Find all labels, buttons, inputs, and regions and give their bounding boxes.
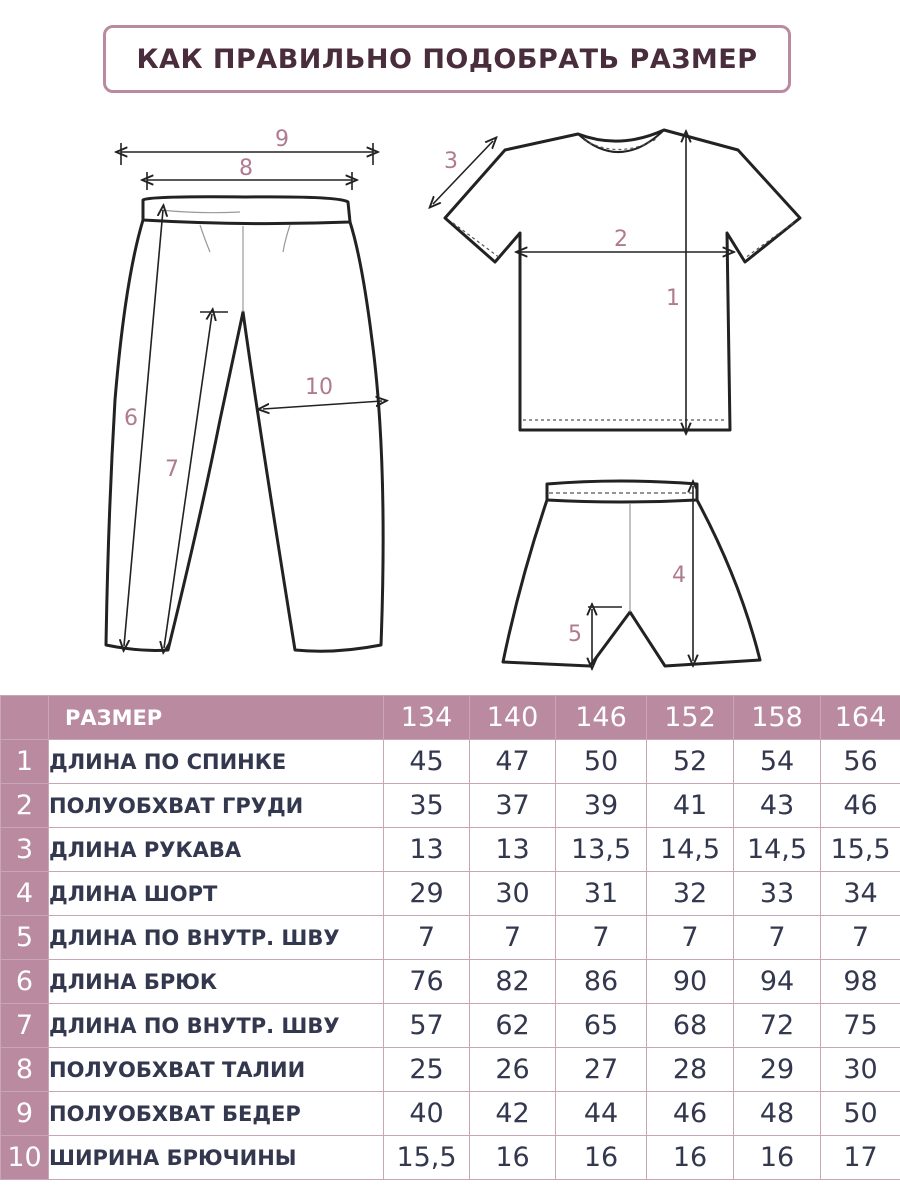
measurement-value: 33 [734, 872, 821, 916]
title-box [103, 25, 791, 93]
measure-label-6: 6 [124, 406, 138, 431]
measurement-value: 7 [647, 916, 734, 960]
table-row [1, 828, 900, 872]
measurement-value: 15,5 [821, 828, 900, 872]
measurement-value: 42 [470, 1092, 556, 1136]
measurement-value: 17 [821, 1136, 900, 1180]
table-row [1, 740, 900, 784]
measurement-value: 48 [734, 1092, 821, 1136]
table-row [1, 1136, 900, 1180]
measurement-value: 41 [647, 784, 734, 828]
measurement-name: ДЛИНА ПО ВНУТР. ШВУ [49, 916, 384, 960]
measurement-value: 44 [556, 1092, 647, 1136]
measurement-value: 14,5 [734, 828, 821, 872]
size-header-label: РАЗМЕР [49, 696, 384, 740]
measurement-value: 90 [647, 960, 734, 1004]
table-row [1, 784, 900, 828]
table-row [1, 960, 900, 1004]
measurement-value: 94 [734, 960, 821, 1004]
measurement-value: 50 [556, 740, 647, 784]
measurement-name: ДЛИНА БРЮК [49, 960, 384, 1004]
measurement-value: 30 [821, 1048, 900, 1092]
measurement-value: 29 [734, 1048, 821, 1092]
measurement-value: 28 [647, 1048, 734, 1092]
measure-label-2: 2 [614, 227, 628, 252]
row-number: 4 [1, 872, 49, 916]
row-number: 8 [1, 1048, 49, 1092]
measurement-name: ПОЛУОБХВАТ БЕДЕР [49, 1092, 384, 1136]
measurement-value: 65 [556, 1004, 647, 1048]
garment-diagram [0, 110, 900, 690]
measure-label-7: 7 [165, 457, 179, 482]
measurement-value: 98 [821, 960, 900, 1004]
measurement-value: 37 [470, 784, 556, 828]
measure-label-5: 5 [568, 622, 582, 647]
measurement-value: 68 [647, 1004, 734, 1048]
header-corner [1, 696, 49, 740]
measurement-value: 26 [470, 1048, 556, 1092]
row-number: 10 [1, 1136, 49, 1180]
measurement-value: 31 [556, 872, 647, 916]
row-number: 2 [1, 784, 49, 828]
measurement-value: 39 [556, 784, 647, 828]
tshirt-drawing [445, 130, 800, 430]
measurement-value: 32 [647, 872, 734, 916]
measure-label-10: 10 [305, 375, 333, 400]
table-row [1, 1004, 900, 1048]
row-number: 3 [1, 828, 49, 872]
measurement-name: ДЛИНА ШОРТ [49, 872, 384, 916]
size-header-row [1, 696, 900, 740]
measure-label-8: 8 [239, 156, 253, 181]
size-col-header: 158 [734, 696, 821, 740]
measurement-value: 56 [821, 740, 900, 784]
measurement-name: ПОЛУОБХВАТ ТАЛИИ [49, 1048, 384, 1092]
measurement-value: 13,5 [556, 828, 647, 872]
table-row [1, 1092, 900, 1136]
measurement-name: ДЛИНА ПО ВНУТР. ШВУ [49, 1004, 384, 1048]
measurement-value: 34 [821, 872, 900, 916]
measurement-value: 57 [384, 1004, 470, 1048]
measurement-value: 46 [647, 1092, 734, 1136]
measurement-value: 16 [734, 1136, 821, 1180]
measurement-value: 25 [384, 1048, 470, 1092]
measurement-value: 16 [647, 1136, 734, 1180]
measurement-value: 52 [647, 740, 734, 784]
measurement-value: 43 [734, 784, 821, 828]
measurement-name: ДЛИНА ПО СПИНКЕ [49, 740, 384, 784]
measurement-value: 75 [821, 1004, 900, 1048]
pants-measure-lines [121, 143, 382, 648]
measurement-name: ШИРИНА БРЮЧИНЫ [49, 1136, 384, 1180]
measurement-name: ДЛИНА РУКАВА [49, 828, 384, 872]
size-col-header: 140 [470, 696, 556, 740]
measurement-value: 47 [470, 740, 556, 784]
page-title: КАК ПРАВИЛЬНО ПОДОБРАТЬ РАЗМЕР [136, 43, 758, 75]
row-number: 5 [1, 916, 49, 960]
measurement-value: 54 [734, 740, 821, 784]
size-table [0, 695, 900, 1180]
table-row [1, 1048, 900, 1092]
measure-label-3: 3 [444, 149, 458, 174]
measurement-value: 7 [821, 916, 900, 960]
measurement-value: 27 [556, 1048, 647, 1092]
measurement-value: 16 [556, 1136, 647, 1180]
measurement-value: 86 [556, 960, 647, 1004]
measurement-value: 13 [384, 828, 470, 872]
measurement-value: 40 [384, 1092, 470, 1136]
shorts-drawing [503, 481, 760, 666]
measurement-value: 15,5 [384, 1136, 470, 1180]
measurement-value: 7 [384, 916, 470, 960]
size-col-header: 164 [821, 696, 900, 740]
measurement-value: 76 [384, 960, 470, 1004]
measurement-value: 35 [384, 784, 470, 828]
measurement-value: 62 [470, 1004, 556, 1048]
measurement-value: 13 [470, 828, 556, 872]
measurement-value: 72 [734, 1004, 821, 1048]
measure-label-9: 9 [275, 127, 289, 152]
measurement-value: 29 [384, 872, 470, 916]
row-number: 7 [1, 1004, 49, 1048]
row-number: 1 [1, 740, 49, 784]
measurement-value: 16 [470, 1136, 556, 1180]
table-row [1, 916, 900, 960]
measure-label-4: 4 [672, 563, 686, 588]
measurement-value: 82 [470, 960, 556, 1004]
row-number: 9 [1, 1092, 49, 1136]
measurement-value: 14,5 [647, 828, 734, 872]
measure-label-1: 1 [666, 286, 680, 311]
measurement-value: 50 [821, 1092, 900, 1136]
measurement-name: ПОЛУОБХВАТ ГРУДИ [49, 784, 384, 828]
size-col-header: 134 [384, 696, 470, 740]
measurement-value: 7 [470, 916, 556, 960]
size-col-header: 152 [647, 696, 734, 740]
table-row [1, 872, 900, 916]
pants-drawing [106, 197, 383, 651]
size-col-header: 146 [556, 696, 647, 740]
measurement-value: 30 [470, 872, 556, 916]
measurement-value: 46 [821, 784, 900, 828]
row-number: 6 [1, 960, 49, 1004]
measurement-value: 7 [556, 916, 647, 960]
measurement-value: 45 [384, 740, 470, 784]
measurement-value: 7 [734, 916, 821, 960]
